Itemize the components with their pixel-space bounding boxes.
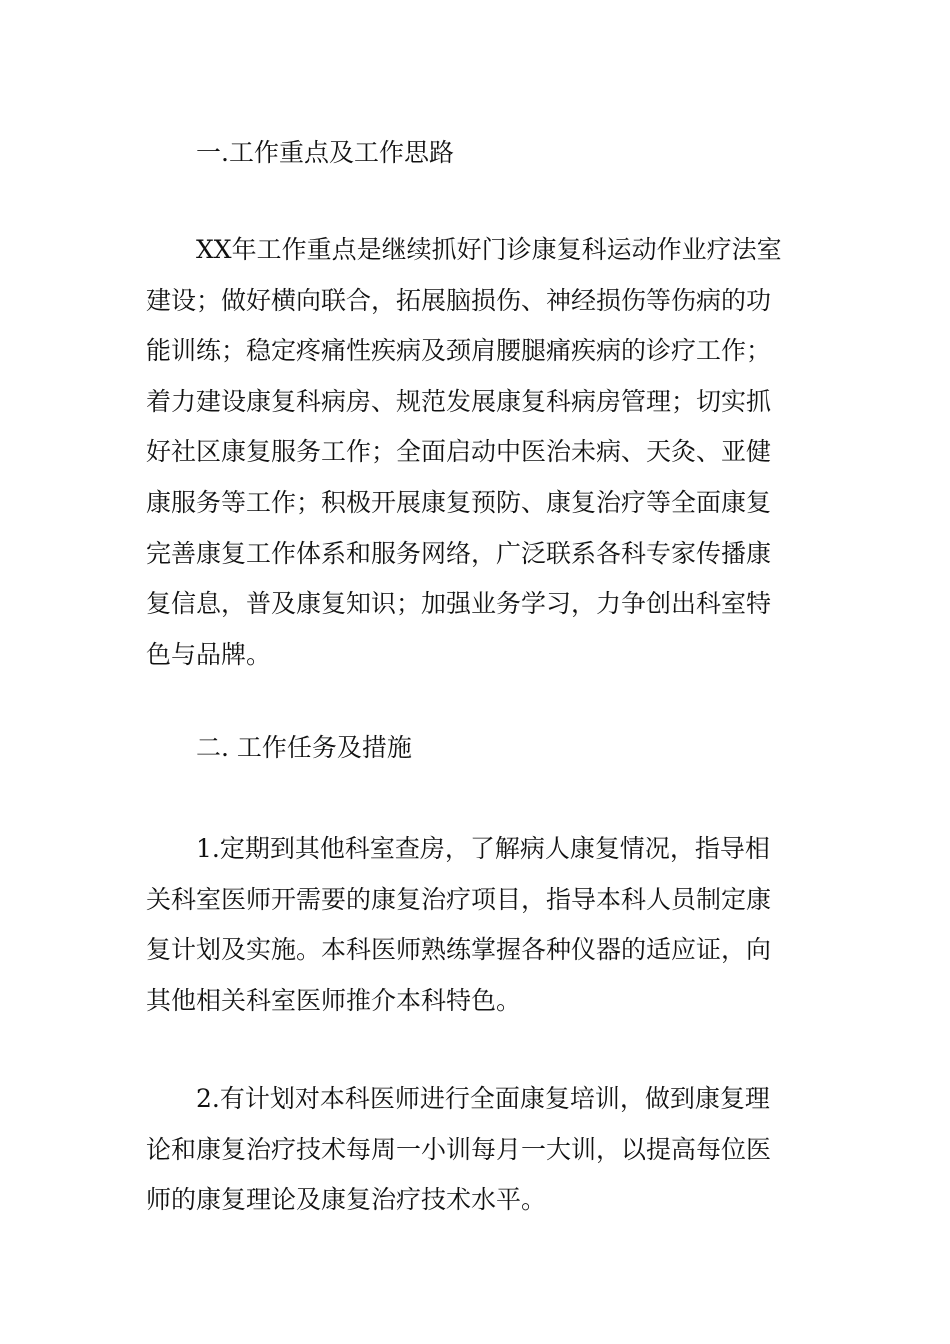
paragraph-line: 复信息，普及康复知识；加强业务学习，力争创出科室特	[146, 589, 772, 619]
section-heading-2: 二. 工作任务及措施	[196, 733, 412, 762]
paragraph-line: 2.有计划对本科医师进行全面康复培训，做到康复理	[196, 1084, 770, 1113]
paragraph-line: 色与品牌。	[146, 639, 272, 669]
paragraph-line: 着力建设康复科病房、规范发展康复科病房管理；切实抓	[146, 386, 772, 416]
paragraph-line: 1.定期到其他科室查房，了解病人康复情况，指导相	[196, 834, 770, 863]
paragraph-work-focus	[146, 225, 816, 680]
paragraph-line: XX年工作重点是继续抓好门诊康复科运动作业疗法室	[196, 235, 782, 264]
paragraph-task-1	[146, 824, 816, 1026]
paragraph-line: 建设；做好横向联合，拓展脑损伤、神经损伤等伤病的功	[146, 285, 772, 315]
paragraph-line: 康服务等工作；积极开展康复预防、康复治疗等全面康复	[146, 487, 772, 517]
paragraph-line: 其他相关科室医师推介本科特色。	[146, 985, 522, 1015]
paragraph-line: 论和康复治疗技术每周一小训每月一大训，以提高每位医	[146, 1134, 772, 1164]
paragraph-line: 师的康复理论及康复治疗技术水平。	[146, 1185, 547, 1215]
paragraph-line: 关科室医师开需要的康复治疗项目，指导本科人员制定康	[146, 884, 772, 914]
paragraph-task-2	[146, 1074, 816, 1226]
paragraph-line: 复计划及实施。本科医师熟练掌握各种仪器的适应证，向	[146, 935, 772, 965]
section-heading-1: 一.工作重点及工作思路	[196, 138, 454, 167]
paragraph-line: 能训练；稳定疼痛性疾病及颈肩腰腿痛疾病的诊疗工作；	[146, 336, 772, 366]
paragraph-line: 完善康复工作体系和服务网络，广泛联系各科专家传播康	[146, 538, 772, 568]
paragraph-line: 好社区康复服务工作；全面启动中医治未病、天灸、亚健	[146, 437, 772, 467]
